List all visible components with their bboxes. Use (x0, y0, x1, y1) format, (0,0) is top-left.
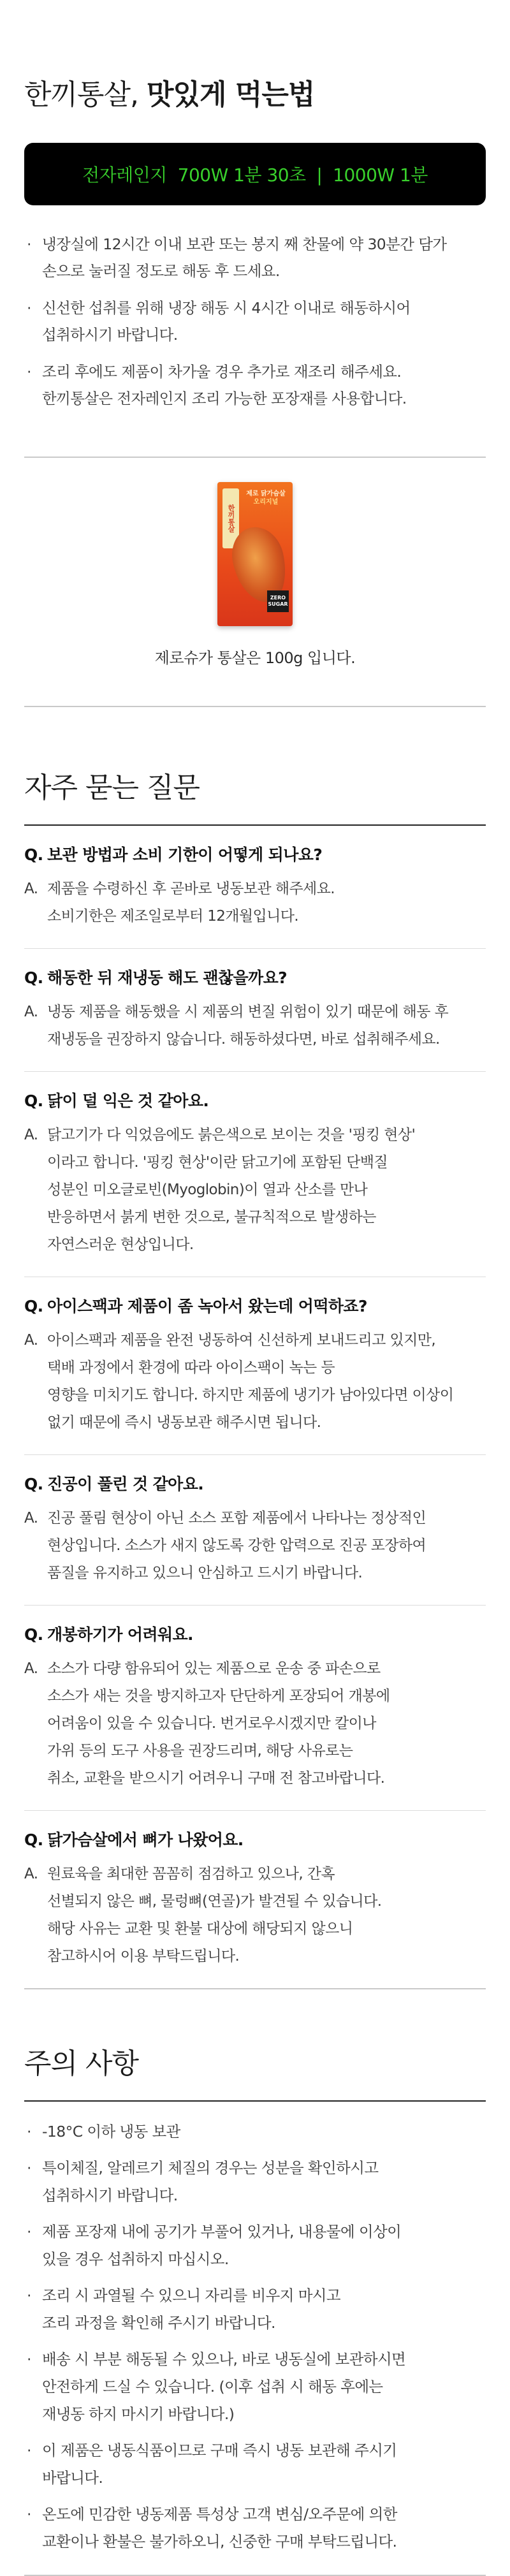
question-text: 진공이 풀린 것 같아요. (47, 1475, 204, 1493)
product-package-image (217, 482, 293, 626)
answer-line: 자연스러운 현상입니다. (47, 1236, 194, 1253)
faq-answer (24, 875, 486, 930)
faq-answer (24, 1327, 486, 1437)
page-title-regular: 한끼통살, (24, 78, 147, 111)
answer-line: 반응하면서 붉게 변한 것으로, 불규칙적으로 발생하는 (47, 1209, 376, 1226)
answer-mark: A. (24, 1660, 38, 1677)
answer-mark: A. (24, 1127, 38, 1143)
caution-line: · 특이체질, 알레르기 체질의 경우는 성분을 확인하시고 (42, 2159, 379, 2177)
faq-item (24, 949, 486, 1072)
faq-title: 자주 묻는 질문 (24, 772, 200, 804)
instruction-line: · 냉장실에 12시간 이내 보관 또는 봉지 째 찬물에 약 30분간 담가 (42, 235, 447, 253)
answer-line: 현상입니다. 소스가 새지 않도록 강한 압력으로 진공 포장하여 (47, 1537, 426, 1554)
caution-item (24, 2118, 486, 2146)
answer-line: 아이스팩과 제품을 완전 냉동하여 신선하게 보내드리고 있지만, (47, 1332, 436, 1349)
faq-item (24, 1455, 486, 1606)
caution-line: · -18°C 이하 냉동 보관 (42, 2123, 180, 2141)
faq-section (0, 707, 510, 1989)
question-text: 아이스팩과 제품이 좀 녹아서 왔는데 어떡하죠? (47, 1297, 367, 1315)
faq-answer (24, 1655, 486, 1792)
question-mark: Q. (24, 1475, 43, 1493)
answer-line: 가위 등의 도구 사용을 권장드리며, 해당 사유로는 (47, 1743, 353, 1759)
answer-line: 없기 때문에 즉시 냉동보관 해주시면 됩니다. (47, 1414, 321, 1431)
faq-question (24, 967, 486, 990)
microwave-time-banner (24, 143, 486, 205)
faq-item (24, 1811, 486, 1989)
answer-line: 진공 풀림 현상이 아닌 소스 포함 제품에서 나타나는 정상적인 (47, 1510, 426, 1526)
page-title (24, 0, 486, 112)
answer-line: 이라고 합니다. '핑킹 현상'이란 닭고기에 포함된 단백질 (47, 1154, 388, 1171)
answer-mark: A. (24, 881, 38, 897)
faq-item (24, 826, 486, 949)
answer-line: 품질을 유지하고 있으니 안심하고 드시기 바랍니다. (47, 1565, 363, 1581)
faq-item (24, 1606, 486, 1811)
instruction-line: 손으로 눌러질 정도로 해동 후 드세요. (42, 262, 280, 280)
caution-line: 재냉동 하지 마시기 바랍니다.) (42, 2405, 235, 2423)
caution-item (24, 2155, 486, 2209)
answer-line: 해당 사유는 교환 및 환불 대상에 해당되지 않으니 (47, 1921, 353, 1937)
caution-item (24, 2501, 486, 2556)
instruction-line: 한끼통살은 전자레인지 조리 가능한 포장재를 사용합니다. (42, 390, 407, 407)
answer-mark: A. (24, 1332, 38, 1349)
caution-line: 섭취하시기 바랍니다. (42, 2186, 178, 2204)
faq-answer (24, 1861, 486, 1970)
product-section (0, 458, 510, 706)
question-mark: Q. (24, 845, 43, 864)
pack-name-line: 오리지널 (253, 499, 279, 506)
caution-item (24, 2218, 486, 2273)
answer-line: 재냉동을 권장하지 않습니다. 해동하셨다면, 바로 섭취해주세요. (47, 1031, 440, 1048)
answer-line: 취소, 교환을 받으시기 어려우니 구매 전 참고바랍니다. (47, 1770, 385, 1787)
answer-mark: A. (24, 1004, 38, 1020)
answer-line: 선별되지 않은 뼈, 물렁뼈(연골)가 발견될 수 있습니다. (47, 1893, 382, 1910)
pack-name-line: 제로 닭가슴살 (246, 490, 286, 497)
pack-name (243, 490, 289, 506)
answer-line: 어려움이 있을 수 있습니다. 번거로우시겠지만 칼이나 (47, 1715, 376, 1732)
question-mark: Q. (24, 1831, 43, 1849)
faq-question (24, 844, 486, 867)
caution-item (24, 2346, 486, 2428)
caution-line: · 제품 포장재 내에 공기가 부풀어 있거나, 내용물에 이상이 (42, 2223, 402, 2241)
caution-line: 조리 과정을 확인해 주시기 바랍니다. (42, 2314, 275, 2332)
question-text: 해동한 뒤 재냉동 해도 괜찮을까요? (47, 969, 288, 987)
question-text: 보관 방법과 소비 기한이 어떻게 되나요? (47, 845, 323, 864)
caution-item (24, 2282, 486, 2337)
faq-answer (24, 1505, 486, 1587)
instruction-item (24, 295, 486, 348)
instruction-item (24, 358, 486, 412)
faq-question (24, 1473, 486, 1496)
question-text: 닭가슴살에서 뼈가 나왔어요. (47, 1831, 244, 1849)
answer-line: 원료육을 최대한 꼼꼼히 점검하고 있으나, 간혹 (47, 1866, 335, 1882)
caution-line: 바랍니다. (42, 2469, 103, 2487)
question-mark: Q. (24, 1092, 43, 1110)
zero-sugar-badge: ZERO SUGAR (267, 590, 289, 612)
answer-line: 영향을 미치기도 합니다. 하지만 제품에 냉기가 남아있다면 이상이 (47, 1387, 454, 1403)
answer-mark: A. (24, 1510, 38, 1526)
instruction-line: · 신선한 섭취를 위해 냉장 해동 시 4시간 이내로 해동하시어 (42, 299, 411, 317)
caution-list (24, 2118, 486, 2556)
answer-line: 냉동 제품을 해동했을 시 제품의 변질 위험이 있기 때문에 해동 후 (47, 1004, 449, 1020)
question-mark: Q. (24, 1625, 43, 1644)
question-text: 닭이 덜 익은 것 같아요. (47, 1092, 209, 1110)
question-text: 개봉하기가 어려워요. (47, 1625, 193, 1644)
answer-line: 성분인 미오글로빈(Myoglobin)이 열과 산소를 만나 (47, 1182, 368, 1198)
caution-title-rule (24, 2100, 486, 2102)
caution-line: 안전하게 드실 수 있습니다. (이후 섭취 시 해동 후에는 (42, 2378, 383, 2396)
caution-line: · 이 제품은 냉동식품이므로 구매 즉시 냉동 보관해 주시기 (42, 2441, 397, 2459)
caution-line: 교환이나 환불은 불가하오니, 신중한 구매 부탁드립니다. (42, 2533, 397, 2550)
pack-brand-label: 한끼통살 (222, 488, 239, 548)
instruction-item (24, 231, 486, 284)
faq-question (24, 1090, 486, 1113)
caution-section (0, 1989, 510, 2576)
faq-question (24, 1295, 486, 1318)
faq-question (24, 1829, 486, 1852)
instruction-line: 섭취하시기 바랍니다. (42, 326, 178, 344)
caution-title: 주의 사항 (24, 2047, 139, 2080)
faq-question (24, 1623, 486, 1646)
instruction-line: · 조리 후에도 제품이 차가울 경우 추가로 재조리 해주세요. (42, 363, 402, 381)
faq-list (24, 826, 486, 1989)
faq-answer (24, 1122, 486, 1259)
caution-item (24, 2437, 486, 2492)
product-caption: 제로슈가 통살은 100g 입니다. (154, 649, 356, 667)
microwave-time-label: 전자레인지 700W 1분 30초 | 1000W 1분 (82, 165, 428, 186)
faq-item (24, 1072, 486, 1277)
answer-mark: A. (24, 1866, 38, 1882)
caution-line: 있을 경우 섭취하지 마십시오. (42, 2250, 229, 2268)
page-title-bold: 맛있게 먹는법 (147, 78, 315, 111)
caution-line: · 온도에 민감한 냉동제품 특성상 고객 변심/오주문에 의한 (42, 2505, 397, 2523)
answer-line: 소스가 새는 것을 방지하고자 단단하게 포장되어 개봉에 (47, 1688, 390, 1704)
answer-line: 소비기한은 제조일로부터 12개월입니다. (47, 908, 299, 925)
answer-line: 소스가 다량 함유되어 있는 제품으로 운송 중 파손으로 (47, 1660, 381, 1677)
answer-line: 제품을 수령하신 후 곧바로 냉동보관 해주세요. (47, 881, 335, 897)
caution-line: · 조리 시 과열될 수 있으니 자리를 비우지 마시고 (42, 2287, 341, 2304)
faq-item (24, 1277, 486, 1455)
answer-line: 닭고기가 다 익었음에도 붉은색으로 보이는 것을 '핑킹 현상' (47, 1127, 416, 1143)
answer-line: 택배 과정에서 환경에 따라 아이스팩이 녹는 등 (47, 1359, 335, 1376)
question-mark: Q. (24, 969, 43, 987)
question-mark: Q. (24, 1297, 43, 1315)
faq-answer (24, 999, 486, 1053)
answer-line: 참고하시어 이용 부탁드립니다. (47, 1948, 240, 1965)
caution-line: · 배송 시 부분 해동될 수 있으나, 바로 냉동실에 보관하시면 (42, 2350, 406, 2368)
instruction-list (24, 231, 486, 412)
